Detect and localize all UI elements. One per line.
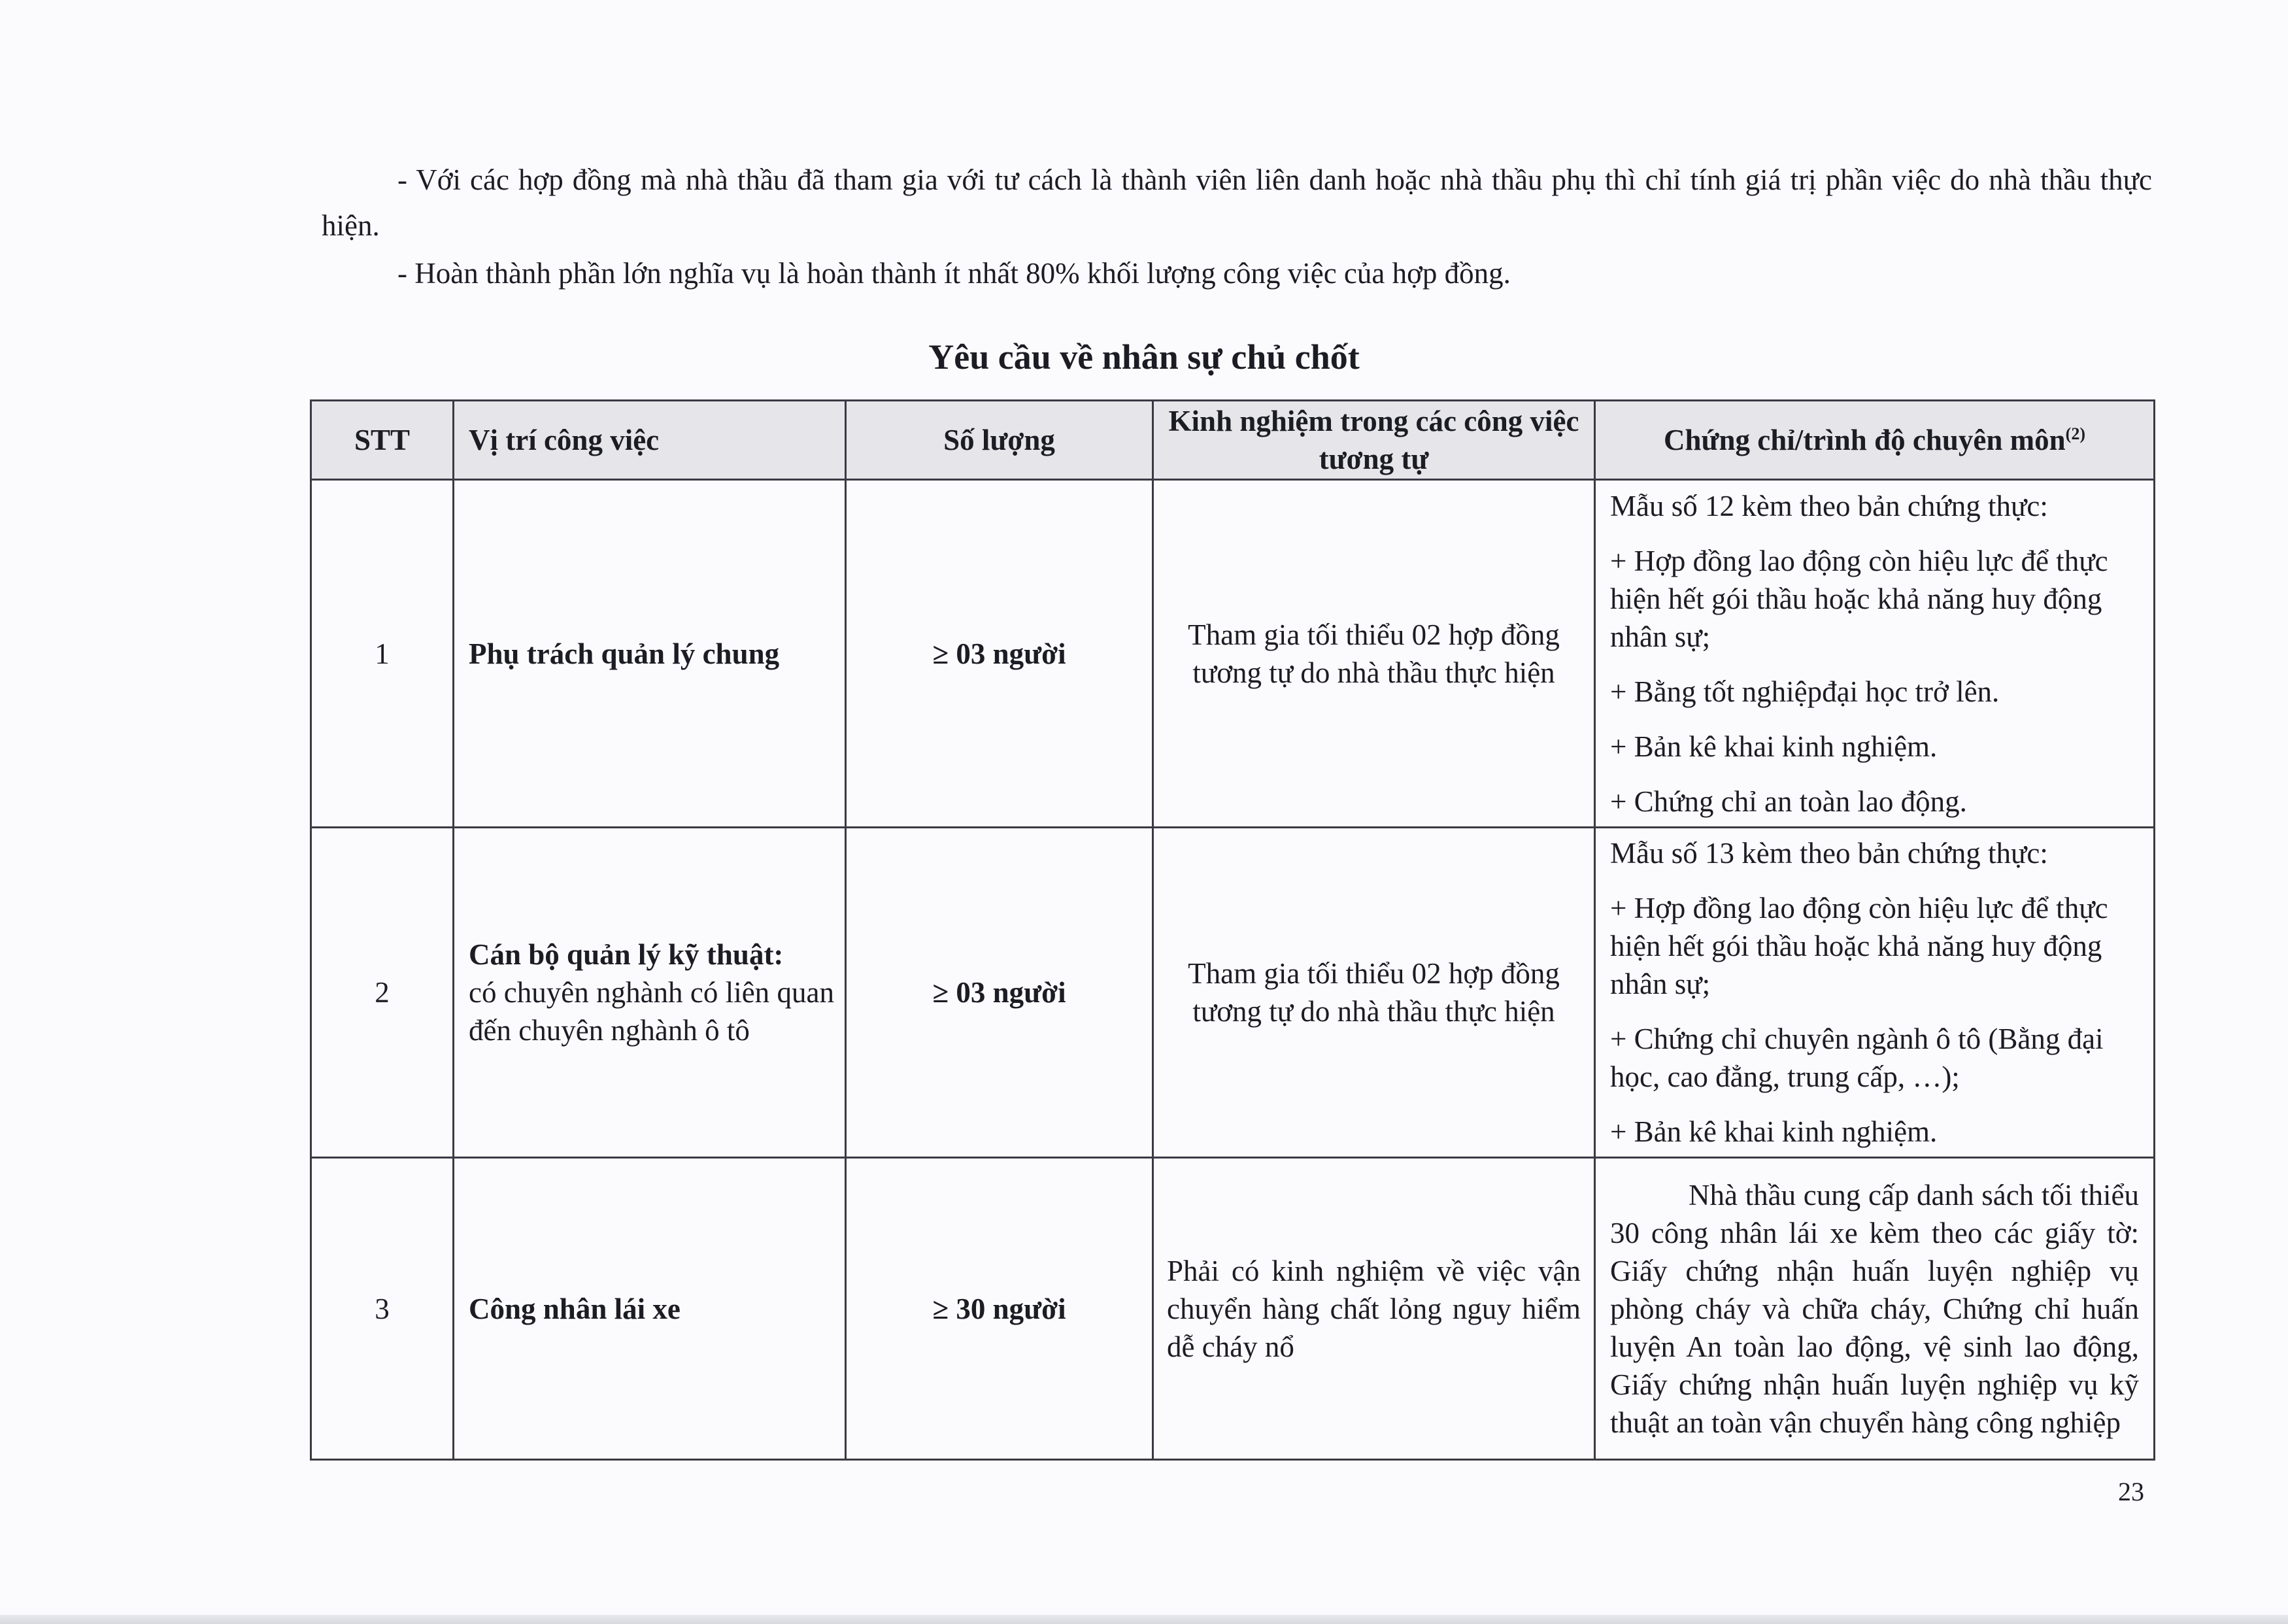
row-stt: 3 <box>311 1158 454 1460</box>
certificate-line: + Chứng chỉ an toàn lao động. <box>1610 785 1967 818</box>
row-position <box>454 828 846 1158</box>
position-title: Phụ trách quản lý chung <box>469 637 780 670</box>
row-position <box>454 480 846 828</box>
page-bottom-edge <box>0 1615 2288 1624</box>
row-experience: Phải có kinh nghiệm về việc vận chuyển hàng chất lỏng nguy hiểm dễ cháy nổ <box>1153 1158 1595 1460</box>
table-row <box>311 480 2155 828</box>
row-position <box>454 1158 846 1460</box>
row-stt: 1 <box>311 480 454 828</box>
header-experience: Kinh nghiệm trong các công việc tương tự <box>1153 401 1595 480</box>
row-quantity: ≥ 03 người <box>846 828 1153 1158</box>
certificate-line: Mẫu số 13 kèm theo bản chứng thực: <box>1610 837 2048 870</box>
row-experience: Tham gia tối thiểu 02 hợp đồng tương tự do nhà thầu thực hiện <box>1153 828 1595 1158</box>
key-personnel-table <box>310 399 2155 1461</box>
position-title: Công nhân lái xe <box>469 1292 681 1325</box>
certificate-line: + Hợp đồng lao động còn hiệu lực để thực hiện hết gói thầu hoặc khả năng huy động nhân sự; <box>1610 892 2108 1000</box>
row-experience: Tham gia tối thiểu 02 hợp đồng tương tự do nhà thầu thực hiện <box>1153 480 1595 828</box>
row-quantity: ≥ 30 người <box>846 1158 1153 1460</box>
row-certificate <box>1595 1158 2155 1460</box>
position-title: Cán bộ quản lý kỹ thuật: <box>469 938 784 971</box>
footnote-marker: (2) <box>2065 424 2085 443</box>
position-detail: có chuyên nghành có liên quan đến chuyên nghành ô tô <box>469 976 834 1047</box>
table-title: Yêu cầu về nhân sự chủ chốt <box>928 337 1360 377</box>
row-quantity: ≥ 03 người <box>846 480 1153 828</box>
table-row <box>311 1158 2155 1460</box>
certificate-line: + Hợp đồng lao động còn hiệu lực để thực hiện hết gói thầu hoặc khả năng huy động nhân sự; <box>1610 544 2108 653</box>
row-certificate <box>1595 480 2155 828</box>
row-stt: 2 <box>311 828 454 1158</box>
header-position: Vị trí công việc <box>454 401 846 480</box>
header-quantity: Số lượng <box>846 401 1153 480</box>
certificate-line: Nhà thầu cung cấp danh sách tối thiểu 30 công nhân lái xe kèm theo các giấy tờ: Giấy chứng nhận huấn luyện nghiệp vụ phòng cháy và chữa cháy, Chứng chỉ huấn luyện An toàn lao động, vệ sinh lao động, Giấy chứng nhận huấn luyện nghiệp vụ kỹ thuật an toàn vận chuyển hàng công nghiệp <box>1610 1178 2139 1439</box>
table-row <box>311 828 2155 1158</box>
page-number: 23 <box>2118 1477 2144 1506</box>
table-header-row <box>311 401 2155 480</box>
certificate-line: + Chứng chỉ chuyên ngành ô tô (Bằng đại học, cao đẳng, trung cấp, …); <box>1610 1023 2104 1093</box>
certificate-line: + Bằng tốt nghiệpđại học trở lên. <box>1610 675 2000 708</box>
header-certificate <box>1595 401 2155 480</box>
certificate-line: + Bản kê khai kinh nghiệm. <box>1610 730 1938 763</box>
header-certificate-label: Chứng chỉ/trình độ chuyên môn <box>1664 424 2066 456</box>
certificate-line: + Bản kê khai kinh nghiệm. <box>1610 1115 1938 1148</box>
paragraph-completion-note: - Hoàn thành phần lớn nghĩa vụ là hoàn thành ít nhất 80% khối lượng công việc của hợp đồng. <box>397 257 1511 290</box>
paragraph-joint-venture-note: - Với các hợp đồng mà nhà thầu đã tham gia với tư cách là thành viên liên danh hoặc nhà thầu phụ thì chỉ tính giá trị phần việc do nhà thầu thực hiện. <box>322 163 2152 242</box>
row-certificate <box>1595 828 2155 1158</box>
certificate-line: Mẫu số 12 kèm theo bản chứng thực: <box>1610 489 2048 522</box>
header-stt: STT <box>311 401 454 480</box>
